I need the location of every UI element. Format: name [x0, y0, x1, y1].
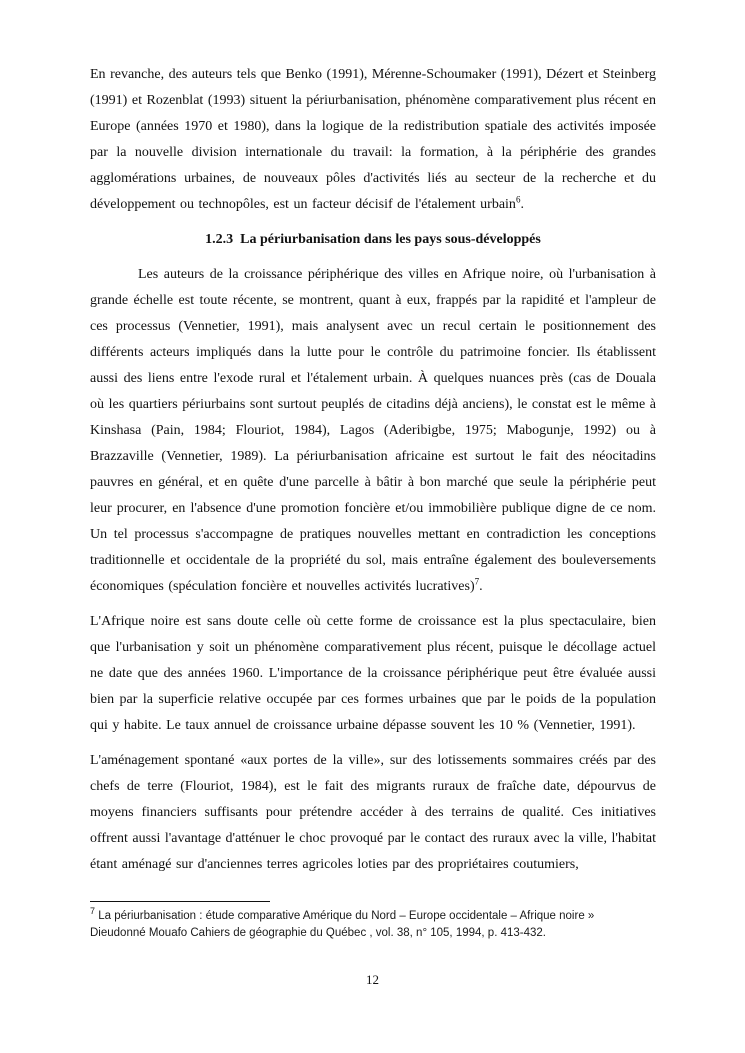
paragraph-1-text: En revanche, des auteurs tels que Benko (1991), Mérenne-Schoumaker (1991), Dézert et Steinberg (1991) et Rozenblat (1993) situent la périurbanisation, phénomène comparativement plus récent en Europe (années 1970 et 1980), dans la logique de la redistribution spatiale des activités imposée par la nouvelle division internationale du travail: la formation, à la périphérie des grandes agglomérations urbaines, de nouveaux pôles d'activités liés au secteur de la recherche et du développement ou technopôles, est un facteur décisif de l'étalement urbain — [90, 67, 656, 212]
footnote-line-2: Dieudonné Mouafo Cahiers de géographie du Québec , vol. 38, n° 105, 1994, p. 413-432. — [90, 927, 546, 939]
footnote-line-1 — [90, 908, 656, 925]
footnote-line-1-text: La périurbanisation : étude comparative Amérique du Nord – Europe occidentale – Afrique noire » — [98, 910, 595, 922]
paragraph-2-text: Les auteurs de la croissance périphérique des villes en Afrique noire, où l'urbanisation à grande échelle est toute récente, se montrent, quant à eux, frappés par la rapidité et l'ampleur de ces processus (Vennetier, 1991), mais analysent avec un recul certain le positionnement des différents acteurs impliqués dans la lutte pour le contrôle du patrimoine foncier. Ils établissent aussi des liens entre l'exode rural et l'étalement urbain. À quelques nuances près (cas de Douala où les quartiers périurbains sont surtout peuplés de citadins déjà anciens), le constat est le même à Kinshasa (Pain, 1984; Flouriot, 1984), Lagos (Aderibigbe, 1975; Mabogunje, 1992) ou à Brazzaville (Vennetier, 1989). La périurbanisation africaine est surtout le fait des néocitadins pauvres en général, et en quête d'une parcelle à bâtir à bon marché que seule la périphérie peut leur procurer, en l'absence d'une promotion foncière et/ou immobilière publique digne de ce nom. Un tel processus s'accompagne de pratiques nouvelles mettant en contradiction les conceptions traditionnelle et occidentale de la propriété du sol, mais entraîne également des bouleversements économiques (spéculation foncière et nouvelles activités lucratives) — [90, 267, 656, 594]
paragraph-3: L'Afrique noire est sans doute celle où cette forme de croissance est la plus spectaculaire, bien que l'urbanisation y soit un phénomène comparativement plus récent, puisque le décollage actuel ne date que des années 1960. L'importance de la croissance périphérique peut être évaluée aussi bien par la superficie relative occupée par ces formes urbaines que par le poids de la population qui y habite. Le taux annuel de croissance urbaine dépasse souvent les 10 % (Vennetier, 1991). — [90, 614, 656, 733]
footnote — [90, 901, 656, 942]
footnote-ref-6: 6 — [515, 194, 521, 205]
footnote-marker: 7 — [90, 906, 96, 917]
paragraph-1-tail: . — [520, 197, 524, 212]
section-heading-1-2-3: 1.2.3 La périurbanisation dans les pays sous-développés — [205, 232, 541, 247]
paragraph-4: L'aménagement spontané «aux portes de la ville», sur des lotissements sommaires créés par des chefs de terre (Flouriot, 1984), est le fait des migrants ruraux de fraîche date, dépourvus de moyens financiers suffisants pour prétendre accéder à des terrains de qualité. Ces initiatives offrent aussi l'avantage d'atténuer le choc provoqué par le contact des ruraux avec la ville, l'habitat étant aménagé sur d'anciennes terres agricoles loties par des propriétaires coutumiers, — [90, 753, 656, 872]
page-number: 12 — [366, 972, 379, 987]
paragraph-2-tail: . — [479, 579, 483, 594]
text-block — [90, 62, 656, 887]
footnote-separator — [90, 901, 270, 902]
paragraph-1 — [90, 62, 656, 218]
paragraph-2 — [90, 262, 656, 600]
footnote-ref-7: 7 — [474, 576, 480, 587]
